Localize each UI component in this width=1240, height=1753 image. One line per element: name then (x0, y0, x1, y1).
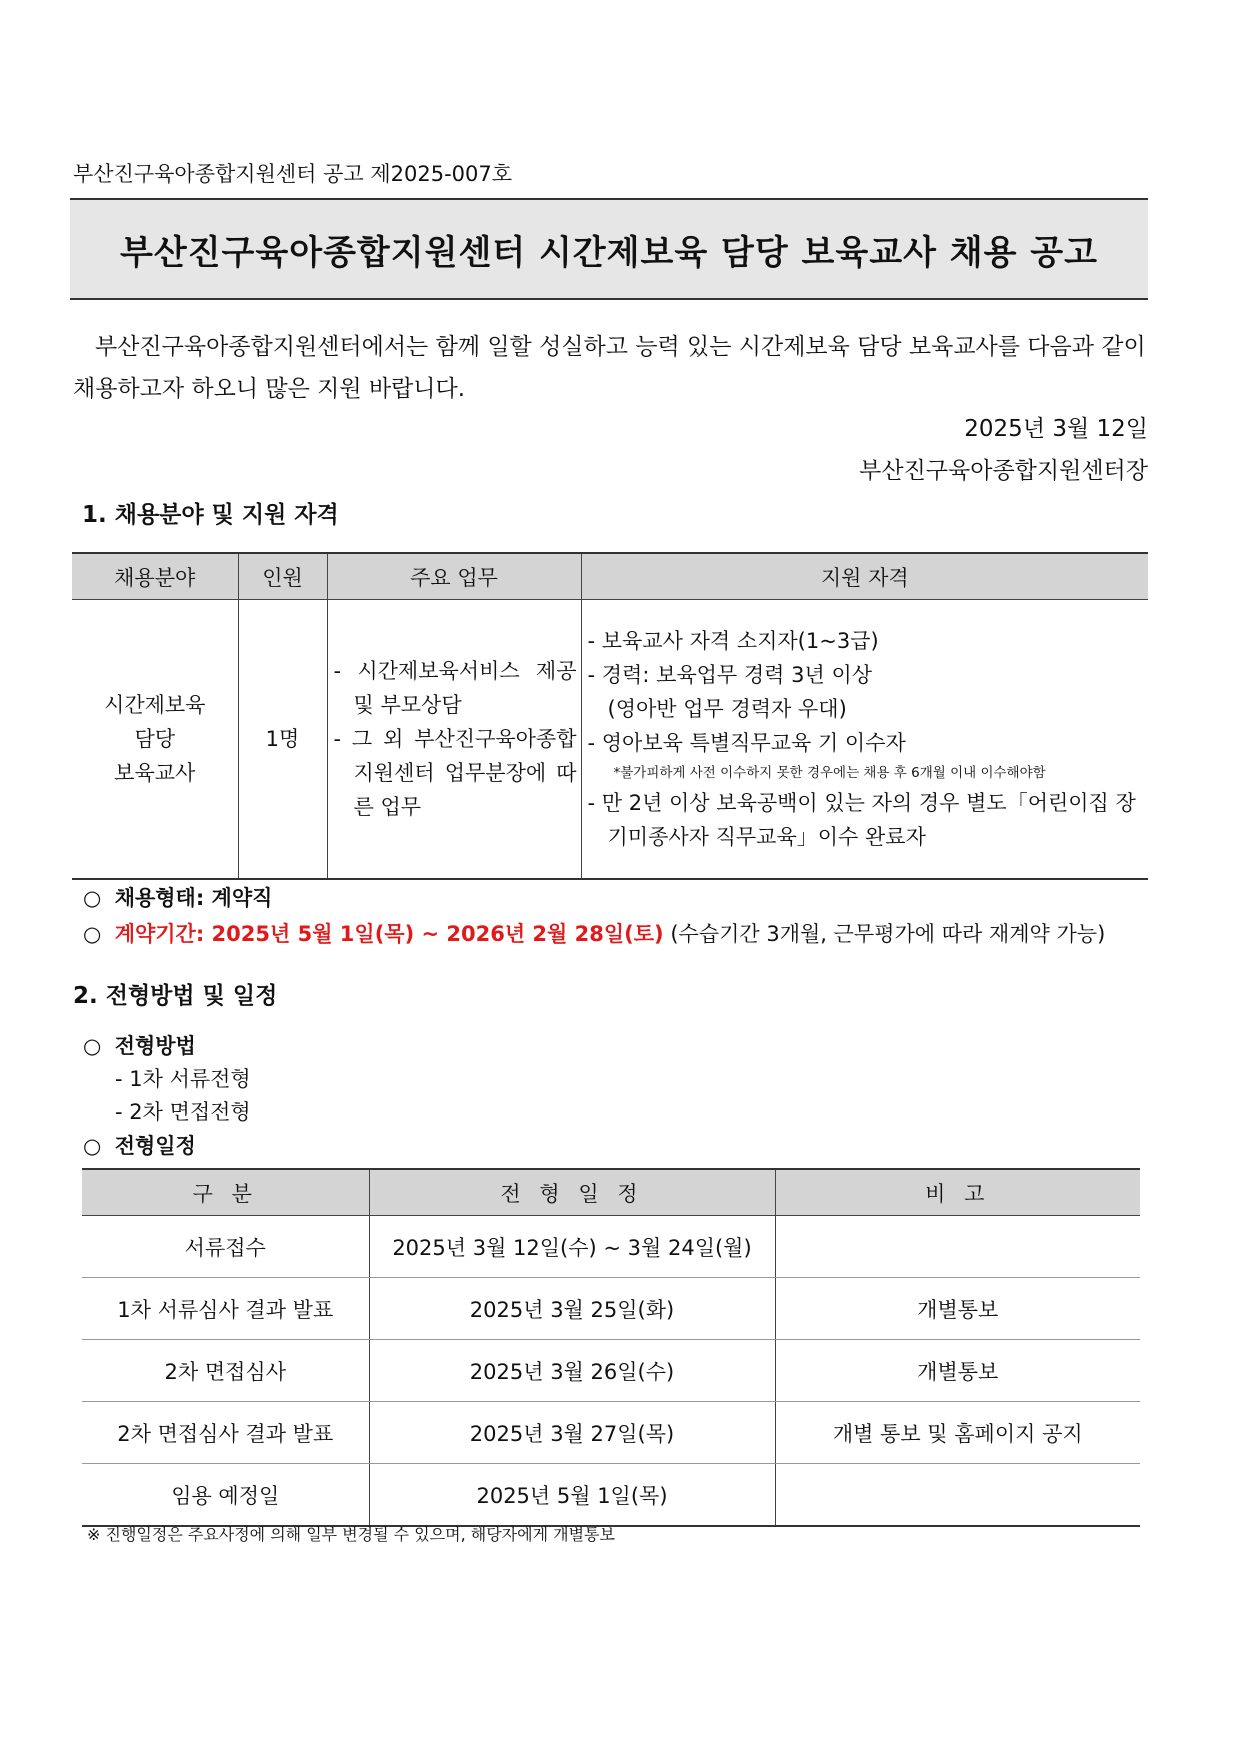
schedule-note (775, 1216, 1140, 1278)
table-row (82, 1402, 1140, 1464)
method-heading (83, 1030, 196, 1060)
headcount-cell: 1명 (238, 600, 327, 880)
header-remarks: 비 고 (775, 1169, 1140, 1216)
schedule-note: 개별 통보 및 홈페이지 공지 (775, 1402, 1140, 1464)
schedule-footnote: ※ 진행일정은 주요사정에 의해 일부 변경될 수 있으며, 해당자에게 개별통보 (87, 1525, 615, 1544)
intro-paragraph: 부산진구육아종합지원센터에서는 함께 일할 성실하고 능력 있는 시간제보육 담당 보육교사를 다음과 같이 채용하고자 하오니 많은 지원 바랍니다. (73, 334, 1146, 402)
schedule-item: 2차 면접심사 결과 발표 (82, 1402, 369, 1464)
header-category: 구 분 (82, 1169, 369, 1216)
qualification-table-header (72, 553, 1148, 600)
contract-period-note: (수습기간 3개월, 근무평가에 따라 재계약 가능) (670, 922, 1106, 946)
header-duties: 주요 업무 (327, 553, 581, 600)
qualification-table (72, 552, 1148, 880)
employment-type (83, 882, 272, 912)
schedule-item: 1차 서류심사 결과 발표 (82, 1278, 369, 1340)
table-row (82, 1216, 1140, 1278)
qualification-note: *불가피하게 사전 이수하지 못한 경우에는 채용 후 6개월 이내 이수해야함 (613, 765, 1046, 781)
header-field: 채용분야 (72, 553, 238, 600)
qualification-item: - 보육교사 자격 소지자(1~3급) (587, 629, 879, 653)
method-item: - 2차 면접전형 (115, 1100, 251, 1124)
issuer: 부산진구육아종합지원센터장 (859, 458, 1148, 484)
method-heading-label: 전형방법 (114, 1034, 196, 1058)
schedule-date: 2025년 3월 26일(수) (369, 1340, 775, 1402)
bullet-icon: ○ (83, 1034, 102, 1058)
table-row (82, 1340, 1140, 1402)
schedule-item: 서류접수 (82, 1216, 369, 1278)
schedule-table-header (82, 1169, 1140, 1216)
header-qualifications: 지원 자격 (581, 553, 1148, 600)
qualification-item: (영아반 업무 경력자 우대) (607, 697, 847, 721)
schedule-item: 2차 면접심사 (82, 1340, 369, 1402)
contract-period (83, 918, 1105, 948)
field-cell (72, 600, 238, 880)
bullet-icon: ○ (83, 1134, 102, 1158)
header-schedule: 전 형 일 정 (369, 1169, 775, 1216)
notice-number: 부산진구육아종합지원센터 공고 제2025-007호 (73, 162, 513, 186)
duty-item: - 시간제보육서비스 제공 및 부모상담 (333, 659, 577, 717)
field-line: 시간제보육 (104, 693, 206, 717)
qualification-item: - 영아보육 특별직무교육 기 이수자 (587, 731, 906, 755)
contract-period-label: 계약기간: 2025년 5월 1일(목) ~ 2026년 2월 28일(토) (114, 922, 664, 946)
qualification-item: - 만 2년 이상 보육공백이 있는 자의 경우 별도「어린이집 장기미종사자 직무교육」이수 완료자 (587, 791, 1136, 849)
section2-heading: 2. 전형방법 및 일정 (73, 983, 278, 1009)
table-row (82, 1278, 1140, 1340)
field-line: 담당 (134, 727, 176, 751)
duty-item: - 그 외 부산진구육아종합 지원센터 업무분장에 따른 업무 (333, 727, 577, 819)
schedule-date: 2025년 3월 12일(수) ~ 3월 24일(월) (369, 1216, 775, 1278)
schedule-note: 개별통보 (775, 1278, 1140, 1340)
page-title: 부산진구육아종합지원센터 시간제보육 담당 보육교사 채용 공고 (120, 232, 1098, 273)
bullet-icon: ○ (83, 922, 102, 946)
qualification-item: - 경력: 보육업무 경력 3년 이상 (587, 663, 873, 687)
employment-type-label: 채용형태: 계약직 (114, 886, 273, 910)
section1-heading: 1. 채용분야 및 지원 자격 (82, 502, 339, 528)
schedule-date: 2025년 5월 1일(목) (369, 1464, 775, 1527)
method-item: - 1차 서류전형 (115, 1067, 251, 1091)
schedule-date: 2025년 3월 27일(목) (369, 1402, 775, 1464)
bullet-icon: ○ (83, 886, 102, 910)
schedule-heading (83, 1130, 196, 1160)
notice-date: 2025년 3월 12일 (964, 416, 1148, 442)
table-row (72, 600, 1148, 880)
table-row (82, 1464, 1140, 1527)
schedule-item: 임용 예정일 (82, 1464, 369, 1527)
duties-cell (327, 600, 581, 880)
field-line: 보육교사 (114, 761, 196, 785)
schedule-note: 개별통보 (775, 1340, 1140, 1402)
schedule-heading-label: 전형일정 (114, 1134, 196, 1158)
schedule-table (82, 1168, 1140, 1527)
title-banner (70, 198, 1148, 300)
qualifications-cell (581, 600, 1148, 880)
header-headcount: 인원 (238, 553, 327, 600)
schedule-note (775, 1464, 1140, 1527)
schedule-date: 2025년 3월 25일(화) (369, 1278, 775, 1340)
